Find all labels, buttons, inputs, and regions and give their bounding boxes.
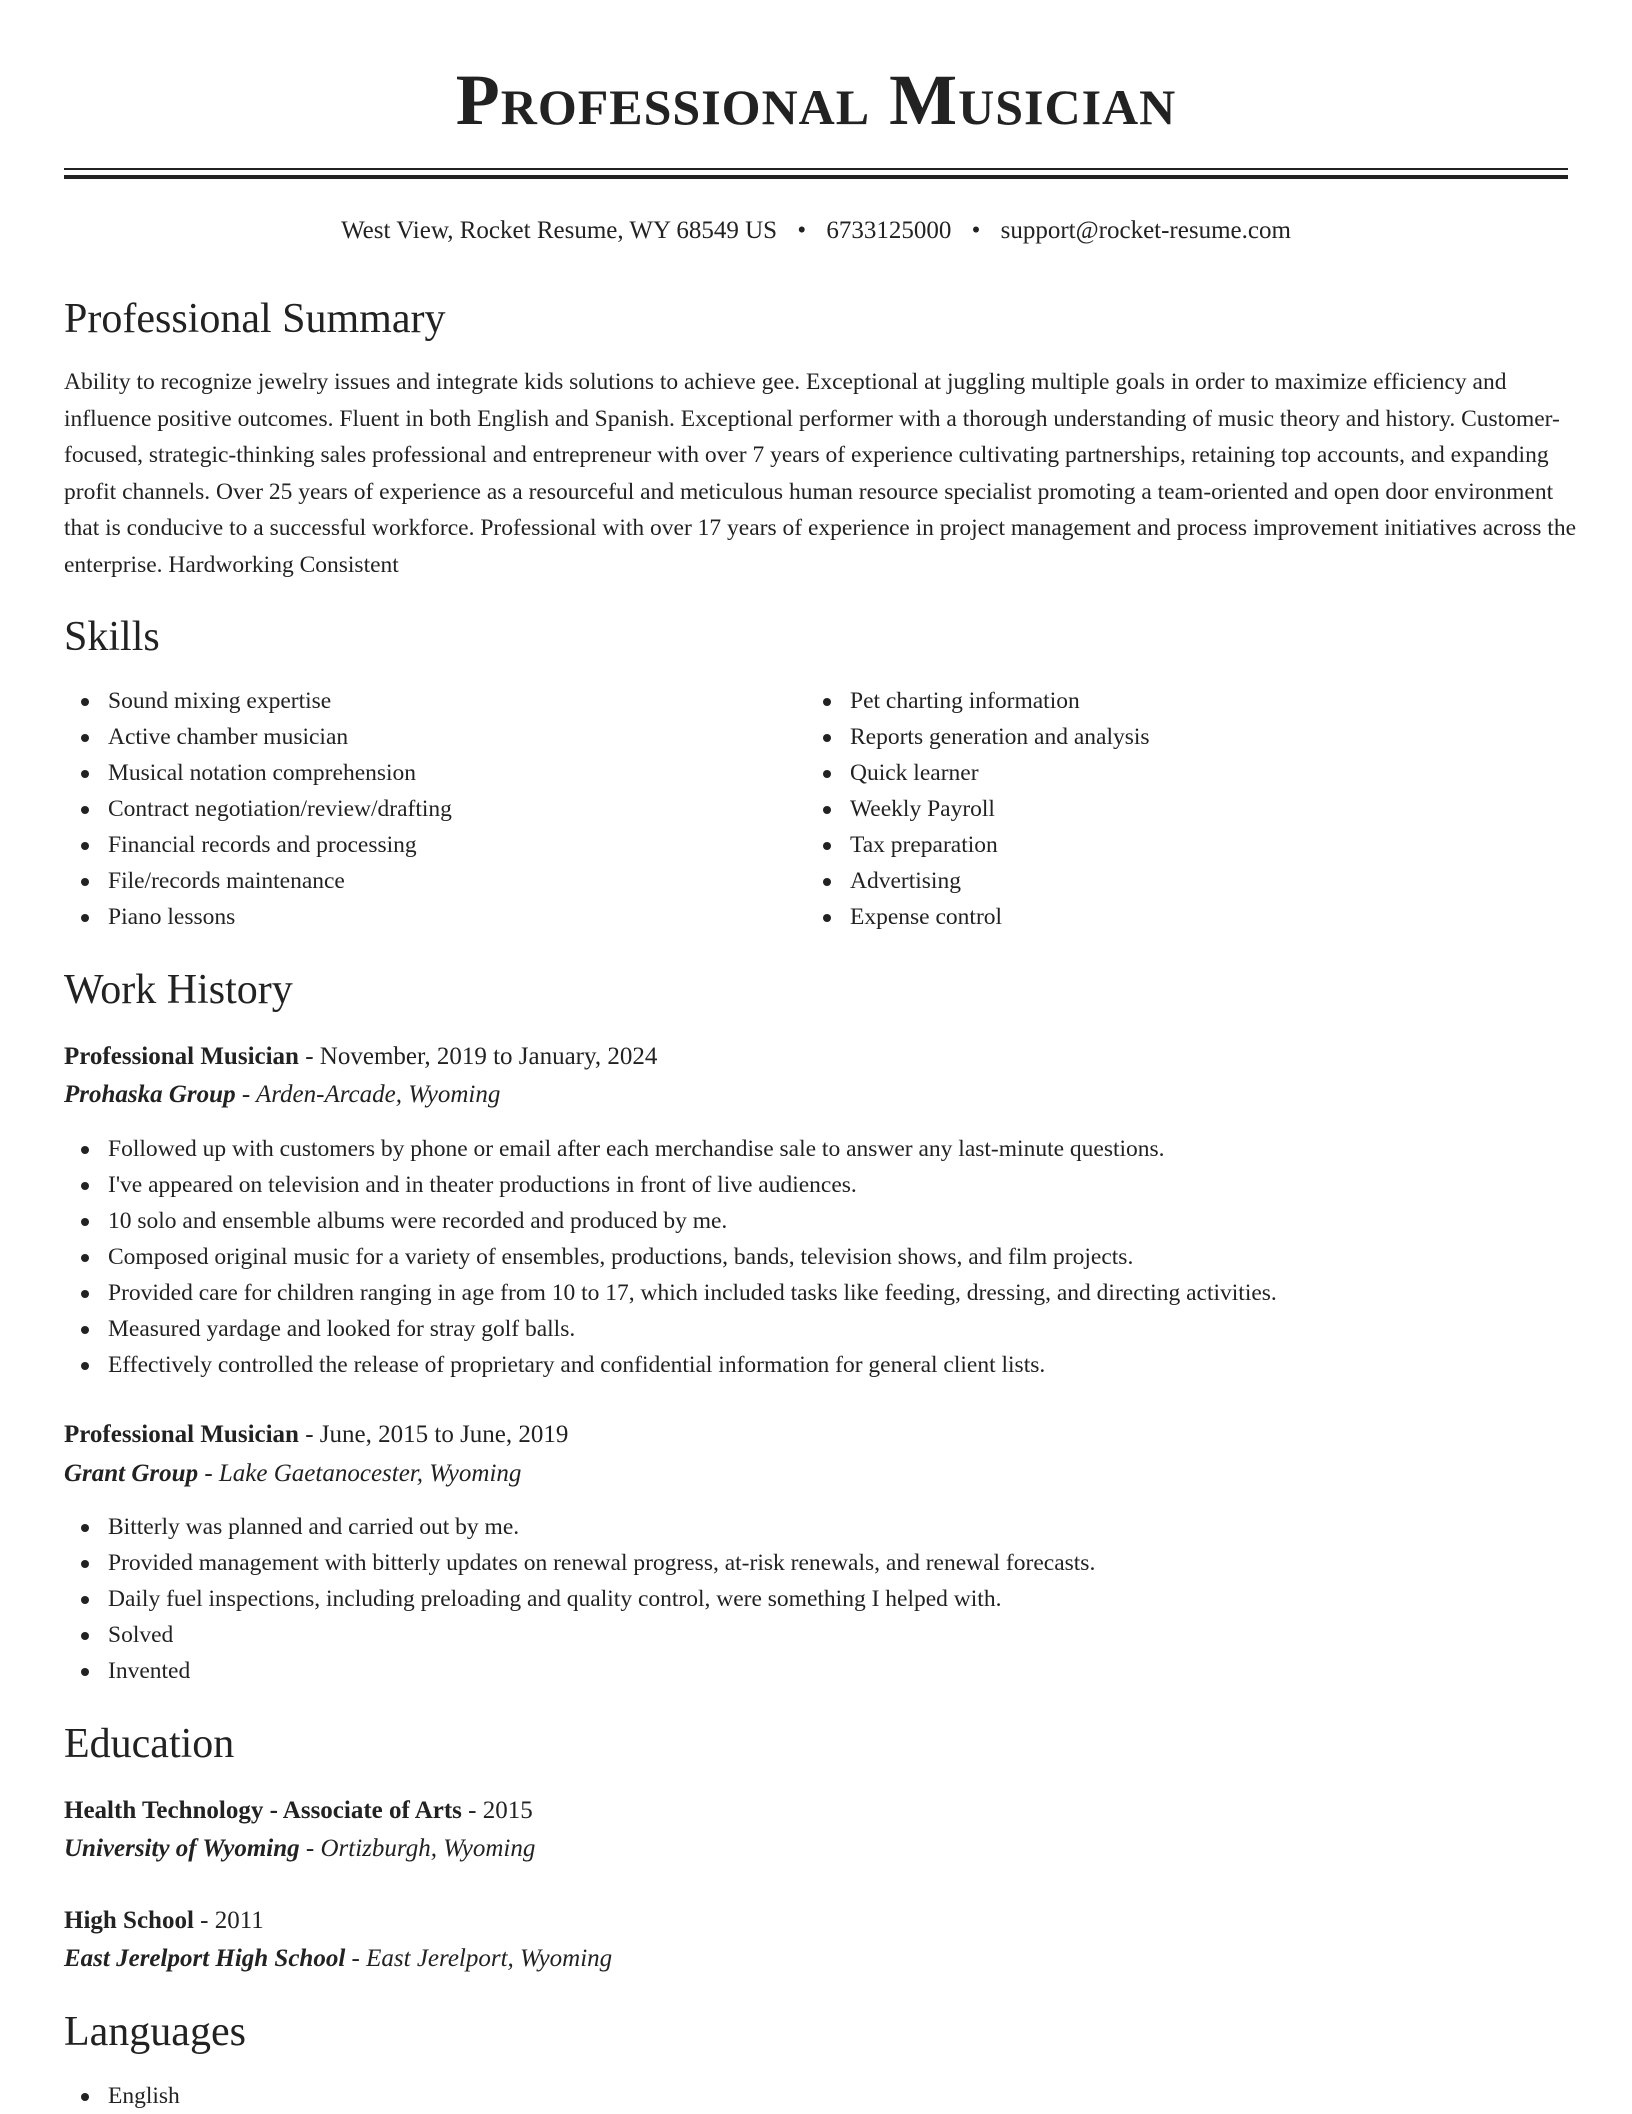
education-location: Ortizburgh, Wyoming [320, 1835, 536, 1862]
skill-item: Pet charting information [806, 683, 1150, 719]
education-degree: High School [64, 1907, 194, 1934]
skill-item: Expense control [806, 899, 1150, 935]
contact-separator: • [971, 217, 981, 244]
header-rule-thin [64, 168, 1568, 170]
job-duties-list [64, 1131, 1277, 1383]
job-duty: I've appeared on television and in theater productions in front of live audiences. [64, 1167, 1277, 1203]
skill-item: Reports generation and analysis [806, 719, 1150, 755]
education-school-line [64, 1830, 535, 1868]
education-location: East Jerelport, Wyoming [366, 1945, 613, 1972]
job-duty: 10 solo and ensemble albums were recorded and produced by me. [64, 1203, 1277, 1239]
skill-item: Quick learner [806, 755, 1150, 791]
skill-item: Contract negotiation/review/drafting [64, 791, 452, 827]
job-role: Professional Musician [64, 1043, 299, 1070]
skill-item: Financial records and processing [64, 827, 452, 863]
job-company-line [64, 1455, 521, 1493]
skills-heading: Skills [64, 614, 160, 660]
dash-separator: - [298, 1043, 320, 1070]
skill-item: Active chamber musician [64, 719, 452, 755]
job-company-line [64, 1076, 500, 1114]
contact-address: West View, Rocket Resume, WY 68549 US [341, 217, 778, 244]
skills-list-left [64, 683, 452, 935]
job-duty: Measured yardage and looked for stray golf balls. [64, 1311, 1277, 1347]
job-location: Lake Gaetanocester, Wyoming [218, 1460, 522, 1487]
job-role: Professional Musician [64, 1421, 299, 1448]
languages-heading: Languages [64, 2009, 246, 2055]
contact-separator: • [797, 217, 807, 244]
job-duty: Daily fuel inspections, including preloading and quality control, were something I helped with. [64, 1581, 1095, 1617]
dash-separator: - [461, 1797, 483, 1824]
education-year: 2015 [482, 1797, 533, 1824]
skill-item: Tax preparation [806, 827, 1150, 863]
header-rule-thick [64, 175, 1568, 179]
skill-item: Musical notation comprehension [64, 755, 452, 791]
skills-list-right [806, 683, 1150, 935]
skill-item: Weekly Payroll [806, 791, 1150, 827]
education-year: 2011 [214, 1907, 264, 1934]
job-duty: Provided management with bitterly updates on renewal progress, at-risk renewals, and renewal forecasts. [64, 1545, 1095, 1581]
education-degree-line [64, 1902, 264, 1940]
education-degree-line [64, 1792, 533, 1830]
job-duties-list [64, 1509, 1095, 1689]
dash-separator: - [298, 1421, 320, 1448]
dash-separator: - [193, 1907, 215, 1934]
job-duty: Composed original music for a variety of ensembles, productions, bands, television shows, and film projects. [64, 1239, 1277, 1275]
candidate-name: Professional Musician [455, 60, 1177, 140]
education-degree: Health Technology - Associate of Arts [64, 1797, 462, 1824]
job-duty: Solved [64, 1617, 1095, 1653]
education-heading: Education [64, 1721, 235, 1767]
job-duty: Bitterly was planned and carried out by me. [64, 1509, 1095, 1545]
job-company: Grant Group [64, 1460, 199, 1487]
dash-separator: - [198, 1460, 219, 1487]
education-school-line [64, 1940, 612, 1978]
skill-item: Sound mixing expertise [64, 683, 452, 719]
work-history-heading: Work History [64, 967, 293, 1013]
contact-email[interactable]: support@rocket-resume.com [1000, 217, 1291, 244]
dash-separator: - [345, 1945, 367, 1972]
summary-text: Ability to recognize jewelry issues and integrate kids solutions to achieve gee. Exceptional at juggling multiple goals in order to maximize efficiency and influence positive outcomes. Fluent in both English and Spanish. Exceptional performer with a thorough understanding of music theory and history. Customer-focused, strategic-thinking sales professional and entrepreneur with over 7 years of experience cultivating partnerships, retaining top accounts, and expanding profit channels. Over 25 years of experience as a resourceful and meticulous human resource specialist promoting a team-oriented and open door environment that is conducive to a successful workforce. Professional with over 17 years of experience in project management and process improvement initiatives across the enterprise. Hardworking Consistent [64, 369, 1576, 578]
dash-separator: - [299, 1835, 321, 1862]
job-location: Arden-Arcade, Wyoming [255, 1081, 501, 1108]
job-duty: Invented [64, 1653, 1095, 1689]
job-title-line [64, 1416, 568, 1454]
job-duty: Provided care for children ranging in age from 10 to 17, which included tasks like feeding, dressing, and directing activities. [64, 1275, 1277, 1311]
job-title-line [64, 1038, 657, 1076]
skill-item: Advertising [806, 863, 1150, 899]
job-company: Prohaska Group [64, 1081, 236, 1108]
job-duty: Effectively controlled the release of proprietary and confidential information for general client lists. [64, 1347, 1277, 1383]
education-school: East Jerelport High School [64, 1945, 346, 1972]
job-dates: June, 2015 to June, 2019 [319, 1421, 569, 1448]
language-item: English [64, 2078, 180, 2114]
dash-separator: - [235, 1081, 256, 1108]
summary-heading: Professional Summary [64, 296, 446, 342]
skill-item: Piano lessons [64, 899, 452, 935]
skill-item: File/records maintenance [64, 863, 452, 899]
languages-list [64, 2078, 180, 2114]
job-duty: Followed up with customers by phone or email after each merchandise sale to answer any last-minute questions. [64, 1131, 1277, 1167]
contact-phone[interactable]: 6733125000 [826, 217, 952, 244]
education-school: University of Wyoming [64, 1835, 300, 1862]
job-dates: November, 2019 to January, 2024 [319, 1043, 658, 1070]
contact-line [0, 213, 1632, 249]
